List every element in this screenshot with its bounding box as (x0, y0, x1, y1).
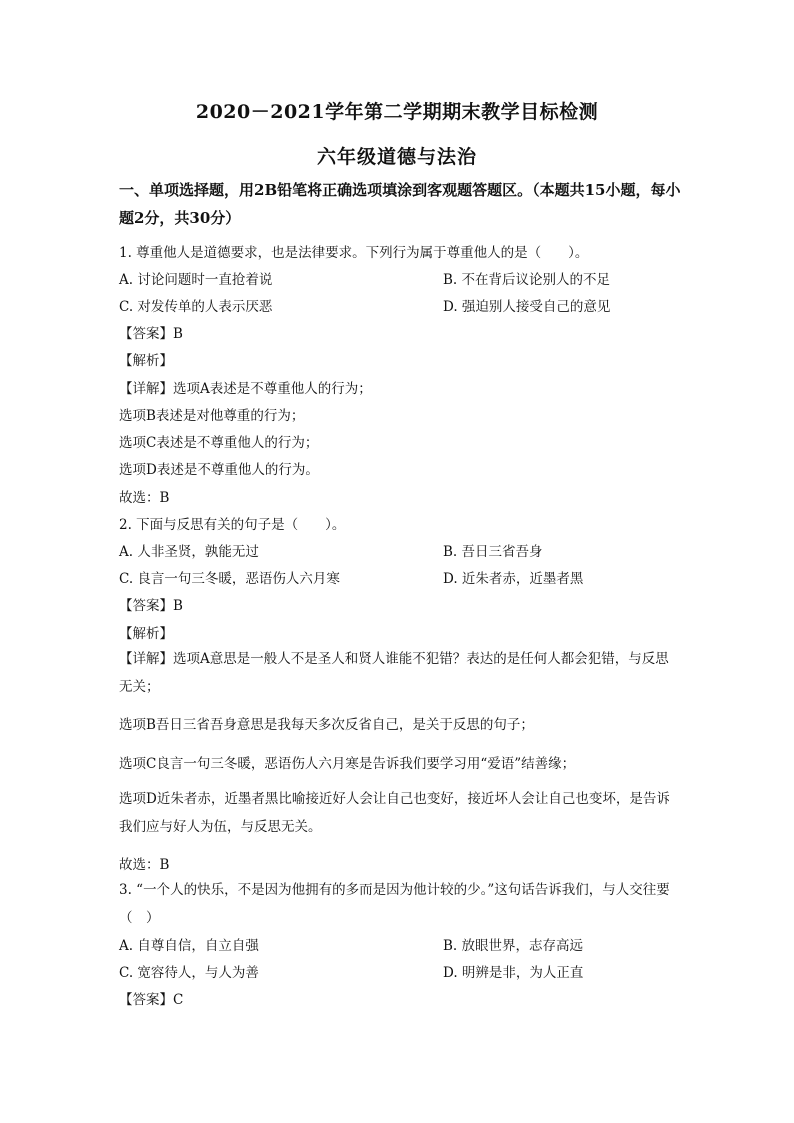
question-2-stem: 2. 下面与反思有关的句子是（ ）。 (119, 517, 346, 533)
question-2-option-b: B. 吾日三省吾身 (443, 544, 543, 560)
question-1-option-c: C. 对发传单的人表示厌恶 (119, 299, 273, 315)
question-3-option-b: B. 放眼世界，志存高远 (443, 938, 584, 954)
question-1-detail-1: 【详解】选项A表述是不尊重他人的行为； (119, 381, 372, 397)
question-1-detail-2: 选项B表述是对他尊重的行为； (119, 408, 305, 424)
question-3-stem: 3. “一个人的快乐，不是因为他拥有的多而是因为他计较的少。”这句话告诉我们，与人交往要（ ） (119, 882, 670, 926)
question-2-detail-1: 【详解】选项A意思是一般人不是圣人和贤人谁能不犯错？表达的是任何人都会犯错，与反思无关； (119, 651, 669, 695)
question-3-option-d: D. 明辨是非，为人正直 (443, 965, 584, 981)
question-1-option-b: B. 不在背后议论别人的不足 (443, 272, 611, 288)
question-2-analysis: 【解析】 (119, 626, 173, 642)
question-2-detail-2: 选项B吾日三省吾身意思是我每天多次反省自己，是关于反思的句子； (119, 717, 534, 733)
question-2-answer: 【答案】B (119, 598, 183, 614)
question-1-choose: 故选：B (119, 490, 170, 506)
question-2-choose: 故选：B (119, 857, 170, 873)
question-2-option-d: D. 近朱者赤，近墨者黑 (443, 571, 584, 587)
question-1-stem: 1. 尊重他人是道德要求，也是法律要求。下列行为属于尊重他人的是（ ）。 (119, 245, 589, 261)
question-1-answer: 【答案】B (119, 326, 183, 342)
question-1-option-a: A. 讨论问题时一直抢着说 (119, 272, 273, 288)
question-1-detail-4: 选项D表述是不尊重他人的行为。 (119, 462, 319, 478)
question-2-option-a: A. 人非圣贤，孰能无过 (119, 544, 259, 560)
question-3-answer: 【答案】C (119, 992, 184, 1008)
question-3-option-c: C. 宽容待人，与人为善 (119, 965, 259, 981)
question-2-detail-4: 选项D近朱者赤，近墨者黑比喻接近好人会让自己也变好，接近坏人会让自己也变坏，是告诉我们应与好人为伍，与反思无关。 (119, 791, 670, 835)
question-1-detail-3: 选项C表述是不尊重他人的行为； (119, 435, 319, 451)
question-1-analysis: 【解析】 (119, 353, 173, 369)
question-3-option-a: A. 自尊自信，自立自强 (119, 938, 259, 954)
page-title: 2020－2021学年第二学期期末教学目标检测 (195, 101, 599, 123)
section-heading: 一、单项选择题，用2B铅笔将正确选项填涂到客观题答题区。（本题共15小题，每小题2分，共30分） (119, 181, 681, 227)
question-2-detail-3: 选项C良言一句三冬暖，恶语伤人六月寒是告诉我们要学习用“爱语”结善缘； (119, 756, 576, 772)
page-subtitle: 六年级道德与法治 (316, 146, 477, 168)
question-1-option-d: D. 强迫别人接受自己的意见 (443, 299, 611, 315)
question-2-option-c: C. 良言一句三冬暖，恶语伤人六月寒 (119, 571, 340, 587)
